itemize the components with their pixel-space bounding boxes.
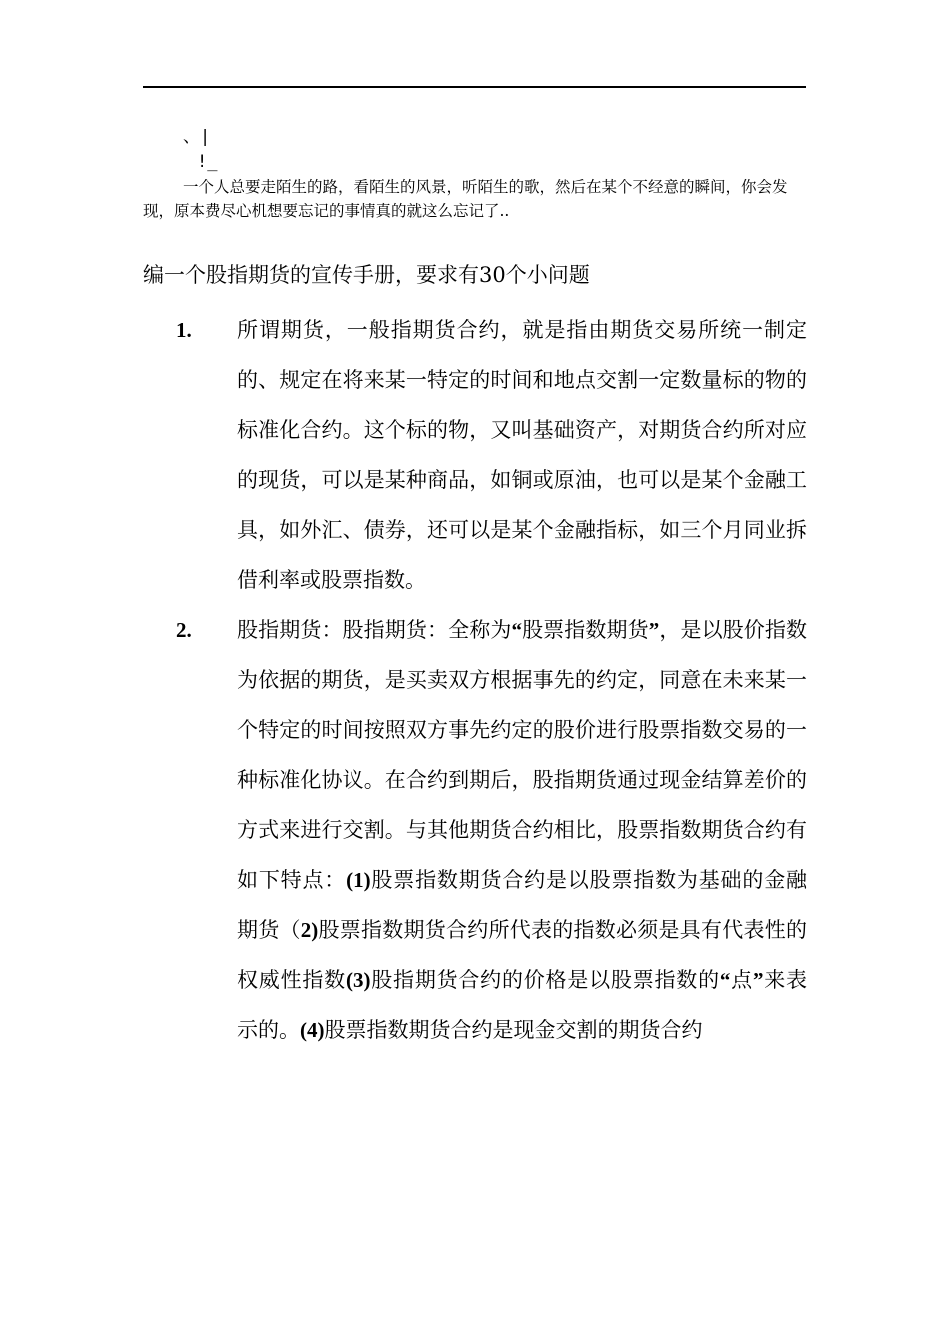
- text-run: 股票指数期货合约是以股票指数为基础的金融期货（: [237, 868, 808, 942]
- quote-open: “: [719, 968, 731, 992]
- quote-close: ”: [752, 968, 764, 992]
- text-run: 股票指数期货合约所代表的指数必须是具有代表性的权威性指数: [237, 918, 807, 992]
- preface-paragraph: 一个人总要走陌生的路，看陌生的风景，听陌生的歌，然后在某个不经意的瞬间，你会发现，原本费尽心机想要忘记的事情真的就这么忘记了..: [143, 178, 788, 220]
- quote-open: “: [511, 618, 522, 642]
- text-run: 点: [730, 968, 753, 992]
- numbered-list: [0, 305, 950, 1055]
- list-item-2: [0, 605, 950, 1055]
- quote-close: ”: [648, 618, 660, 642]
- text-run: 股票指数期货: [521, 618, 649, 642]
- list-item-number: 1.: [176, 318, 192, 342]
- text-run: 来表示的。: [237, 968, 808, 1042]
- text-run: 股票指数期货合约是现金交割的期货合约: [324, 1018, 703, 1042]
- document-title: 编一个股指期货的宣传手册，要求有30个小问题: [143, 263, 590, 287]
- list-item-number: 2.: [176, 618, 192, 642]
- feature-marker-2: 2): [300, 918, 319, 942]
- feature-marker-1: (1): [346, 868, 371, 892]
- stray-mark-line-2: !_: [197, 152, 218, 172]
- list-item-text: [237, 605, 807, 1055]
- feature-marker-3: (3): [345, 968, 371, 992]
- text-run: 股指期货：股指期货：全称为: [237, 618, 512, 642]
- list-item-text: 所谓期货，一般指期货合约，就是指由期货交易所统一制定的、规定在将来某一特定的时间和地点交割一定数量标的物的标准化合约。这个标的物，又叫基础资产，对期货合约所对应的现货，可以是某种商品，如铜或原油，也可以是某个金融工具，如外汇、债券，还可以是某个金融指标，如三个月同业拆借利率或股票指数。: [237, 318, 807, 592]
- feature-marker-4: (4): [300, 1018, 325, 1042]
- list-item-1: [0, 305, 950, 605]
- header-rule: [143, 86, 806, 88]
- stray-mark-line-1: 、|: [183, 127, 211, 147]
- text-run: ，是以股价指数为依据的期货，是买卖双方根据事先的约定，同意在未来某一个特定的时间按照双方事先约定的股价进行股票指数交易的一种标准化协议。在合约到期后，股指期货通过现金结算差价的方式来进行交割。与其他期货合约相比，股票指数期货合约有如下特点：: [237, 618, 808, 892]
- text-run: 股指期货合约的价格是以股票指数的: [370, 968, 720, 992]
